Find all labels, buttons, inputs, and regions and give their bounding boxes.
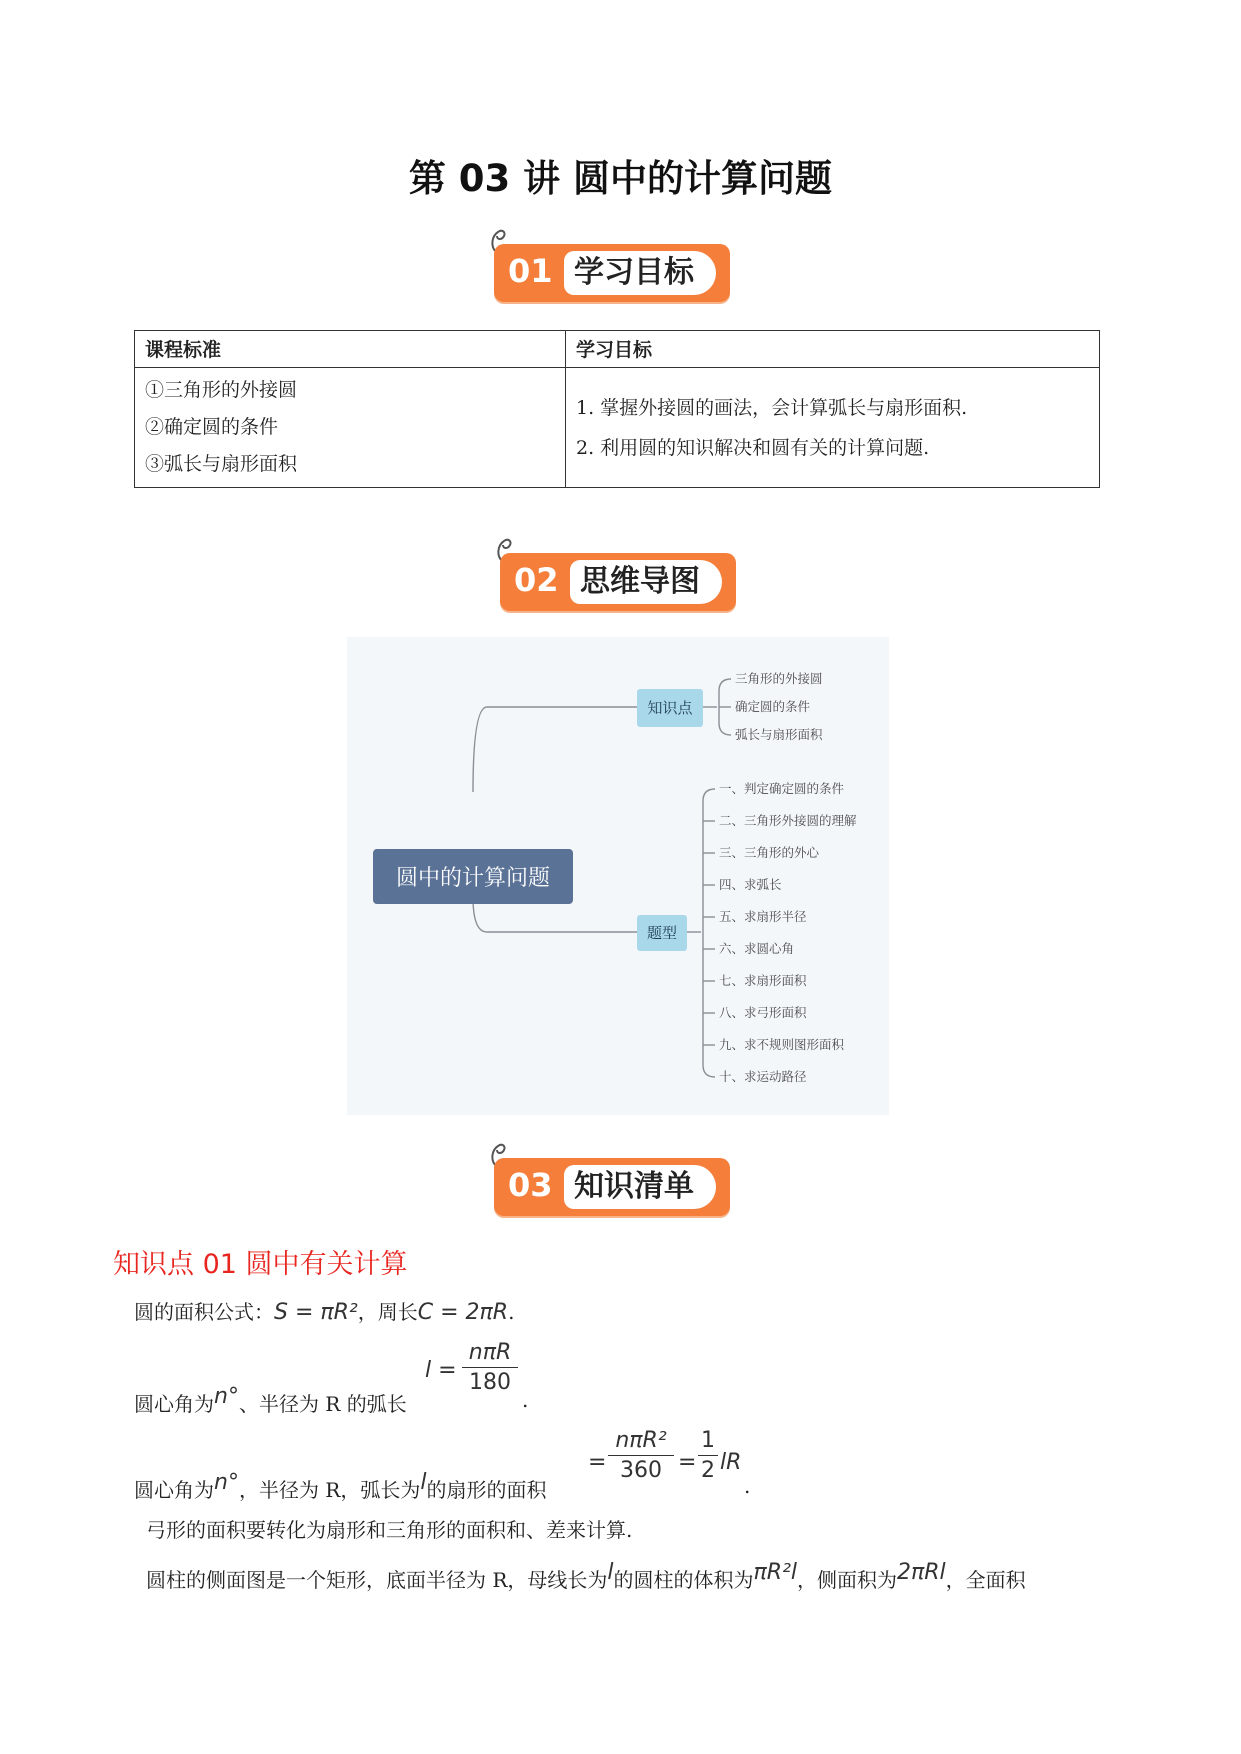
objectives-cell — [566, 368, 1100, 488]
goals-table — [134, 330, 1100, 488]
mind-map-leaf: 四、求弧长 — [719, 877, 782, 892]
formula: 2πRl — [897, 1560, 946, 1585]
list-item: ①三角形的外接圆 — [145, 379, 298, 401]
formula: n° — [214, 1384, 239, 1409]
formula: l = — [425, 1358, 457, 1383]
formula: l — [607, 1560, 614, 1585]
formula: n° — [214, 1470, 239, 1495]
mind-map-branch-types: 题型 — [646, 924, 678, 942]
page-title: 第 03 讲 圆中的计算问题 — [408, 157, 833, 200]
section-label: 知识清单 — [564, 1165, 716, 1209]
segment-area-note: 弓形的面积要转化为扇形和三角形的面积和、差来计算. — [146, 1518, 633, 1542]
mind-map-leaf: 三角形的外接圆 — [735, 671, 823, 686]
list-item: ③弧长与扇形面积 — [145, 453, 298, 475]
mind-map-branch-knowledge: 知识点 — [647, 699, 693, 717]
mind-map-leaf: 五、求扇形半径 — [719, 909, 807, 924]
section-number: 01 — [508, 252, 553, 290]
formula-area-circumference: 圆的面积公式：S = πR²，周长C = 2πR. — [134, 1300, 515, 1325]
formula: S = πR² — [274, 1300, 358, 1325]
mind-map-leaf: 七、求扇形面积 — [719, 973, 807, 988]
section-label: 思维导图 — [570, 560, 722, 604]
mind-map-root: 圆中的计算问题 — [395, 866, 551, 891]
mind-map-leaf: 确定圆的条件 — [735, 699, 811, 714]
fraction: nπR² 360 — [608, 1428, 674, 1483]
standards-cell — [135, 368, 566, 488]
mind-map-leaf: 九、求不规则图形面积 — [719, 1037, 845, 1052]
section-badge-knowledge — [494, 1150, 734, 1216]
list-item: 1. 掌握外接圆的画法，会计算弧长与扇形面积. — [576, 396, 968, 419]
mind-map-leaf: 十、求运动路径 — [719, 1069, 807, 1084]
mind-map-leaf: 二、三角形外接圆的理解 — [719, 813, 857, 828]
list-item: 2. 利用圆的知识解决和圆有关的计算问题. — [576, 436, 930, 459]
formula: l — [420, 1470, 427, 1495]
mind-map-leaf: 六、求圆心角 — [719, 941, 795, 956]
section-label: 学习目标 — [564, 251, 716, 295]
fraction: 1 2 — [698, 1428, 718, 1483]
mind-map-leaf: 一、判定确定圆的条件 — [719, 781, 845, 796]
mind-map-leaf: 弧长与扇形面积 — [735, 727, 823, 742]
section-number: 02 — [514, 561, 559, 599]
formula-arc-length: 圆心角为n°、半径为 R 的弧长 — [134, 1384, 407, 1416]
knowledge-heading: 知识点 01 圆中有关计算 — [113, 1249, 408, 1280]
section-number: 03 — [508, 1166, 553, 1204]
section-badge-mindmap — [500, 545, 740, 611]
table-header: 学习目标 — [566, 331, 1100, 368]
table-header: 课程标准 — [135, 331, 566, 368]
fraction: nπR 180 — [462, 1340, 518, 1395]
formula: πR²l — [753, 1560, 798, 1585]
formula-sector-area: 圆心角为n°，半径为 R，弧长为l的扇形的面积 — [134, 1470, 547, 1502]
mind-map — [347, 637, 889, 1115]
section-badge-goals — [494, 236, 734, 302]
list-item: ②确定圆的条件 — [145, 416, 279, 438]
mind-map-leaf: 八、求弓形面积 — [719, 1005, 807, 1020]
formula: C = 2πR — [417, 1300, 509, 1325]
cylinder-formula: 圆柱的侧面图是一个矩形，底面半径为 R，母线长为l的圆柱的体积为πR²l，侧面积为2πRl，全面积 — [146, 1560, 1026, 1592]
mind-map-leaf: 三、三角形的外心 — [719, 845, 820, 860]
